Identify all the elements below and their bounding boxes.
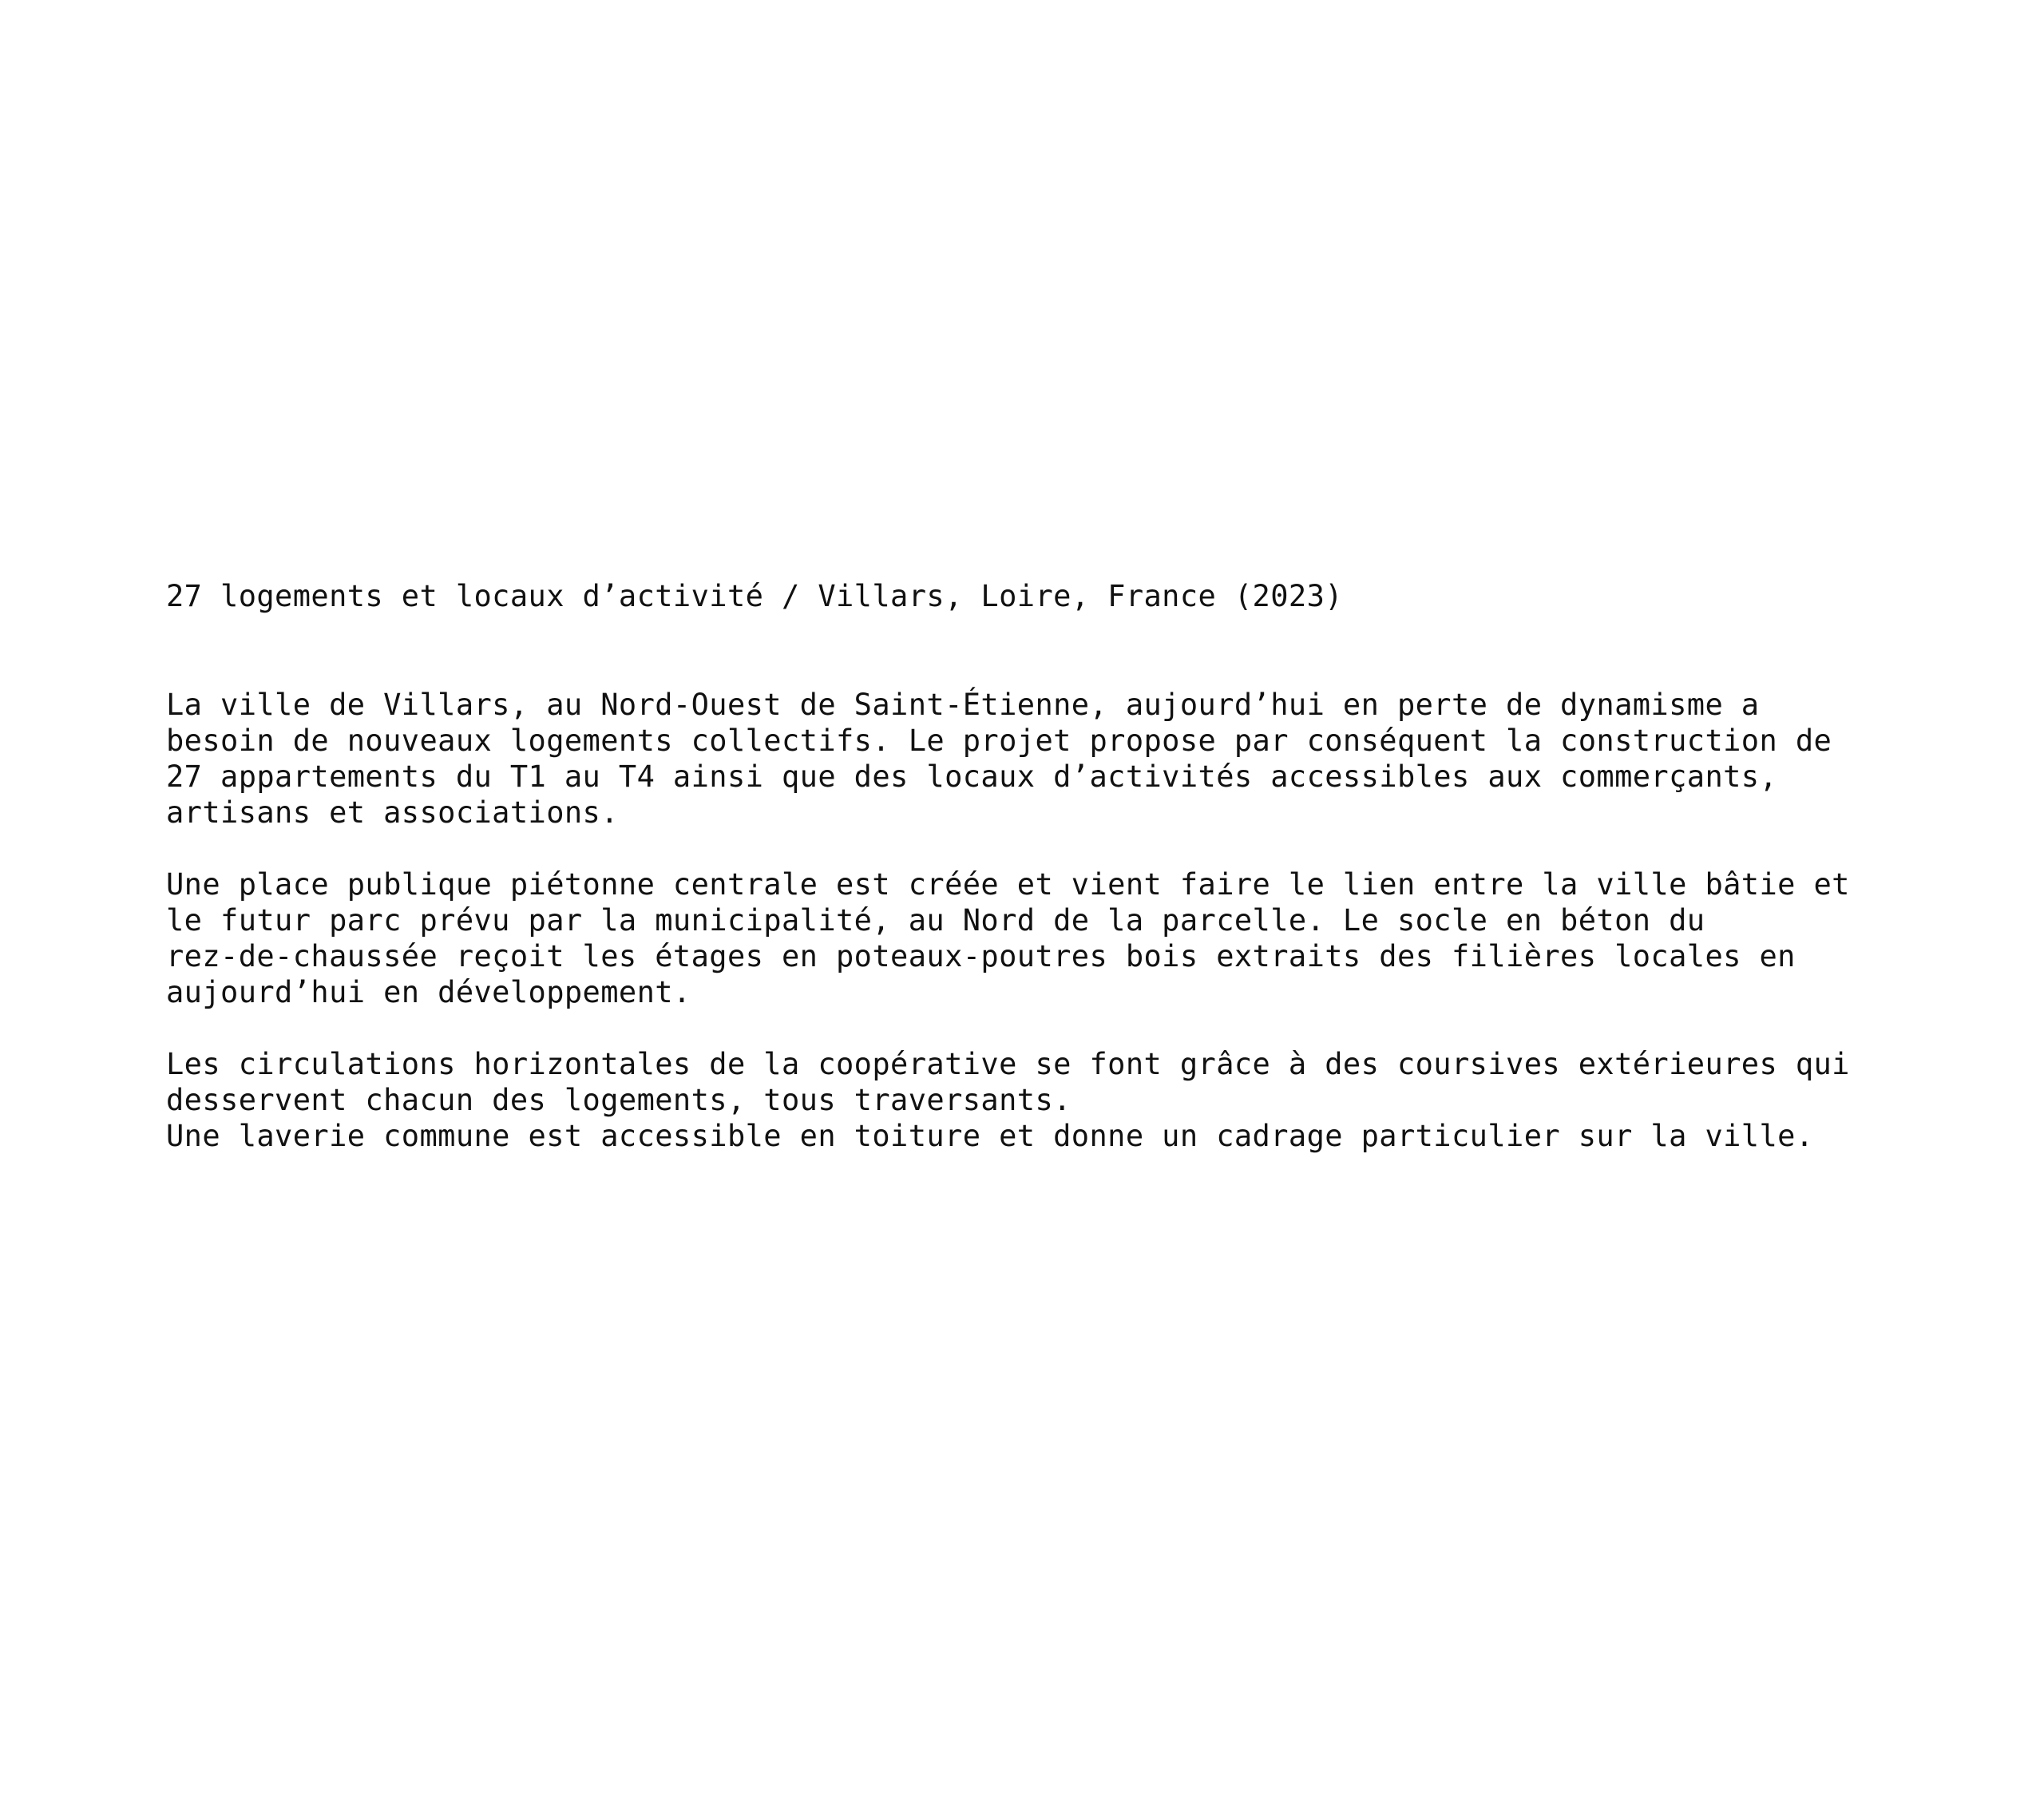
paragraph-circulations [166,1046,2002,1154]
text-line: aujourd’hui en développement. [166,975,691,1009]
text-line: artisans et associations. [166,795,619,830]
text-line: rez-de-chaussée reçoit les étages en poteaux-poutres bois extraits des filières locales en [166,939,1796,973]
project-description [166,578,2002,1190]
text-line: Une laverie commune est accessible en toiture et donne un cadrage particulier sur la ville. [166,1119,1814,1153]
text-line: La ville de Villars, au Nord-Ouest de Saint-Étienne, aujourd’hui en perte de dynamisme a [166,688,1760,722]
text-line: 27 appartements du T1 au T4 ainsi que des locaux d’activités accessibles aux commerçants, [166,759,1778,794]
text-line: besoin de nouveaux logements collectifs. Le projet propose par conséquent la construction de [166,724,1832,758]
text-line: desservent chacun des logements, tous traversants. [166,1083,1072,1117]
text-line: le futur parc prévu par la municipalité, au Nord de la parcelle. Le socle en béton du [166,903,1705,938]
text-line: Une place publique piétonne centrale est créée et vient faire le lien entre la ville bâtie et [166,867,1850,902]
text-line: Les circulations horizontales de la coopérative se font grâce à des coursives extérieures qui [166,1047,1850,1081]
project-title: 27 logements et locaux d’activité / Villars, Loire, France (2023) [166,579,1343,613]
paragraph-context [166,687,2002,831]
paragraph-public-square [166,866,2002,1010]
